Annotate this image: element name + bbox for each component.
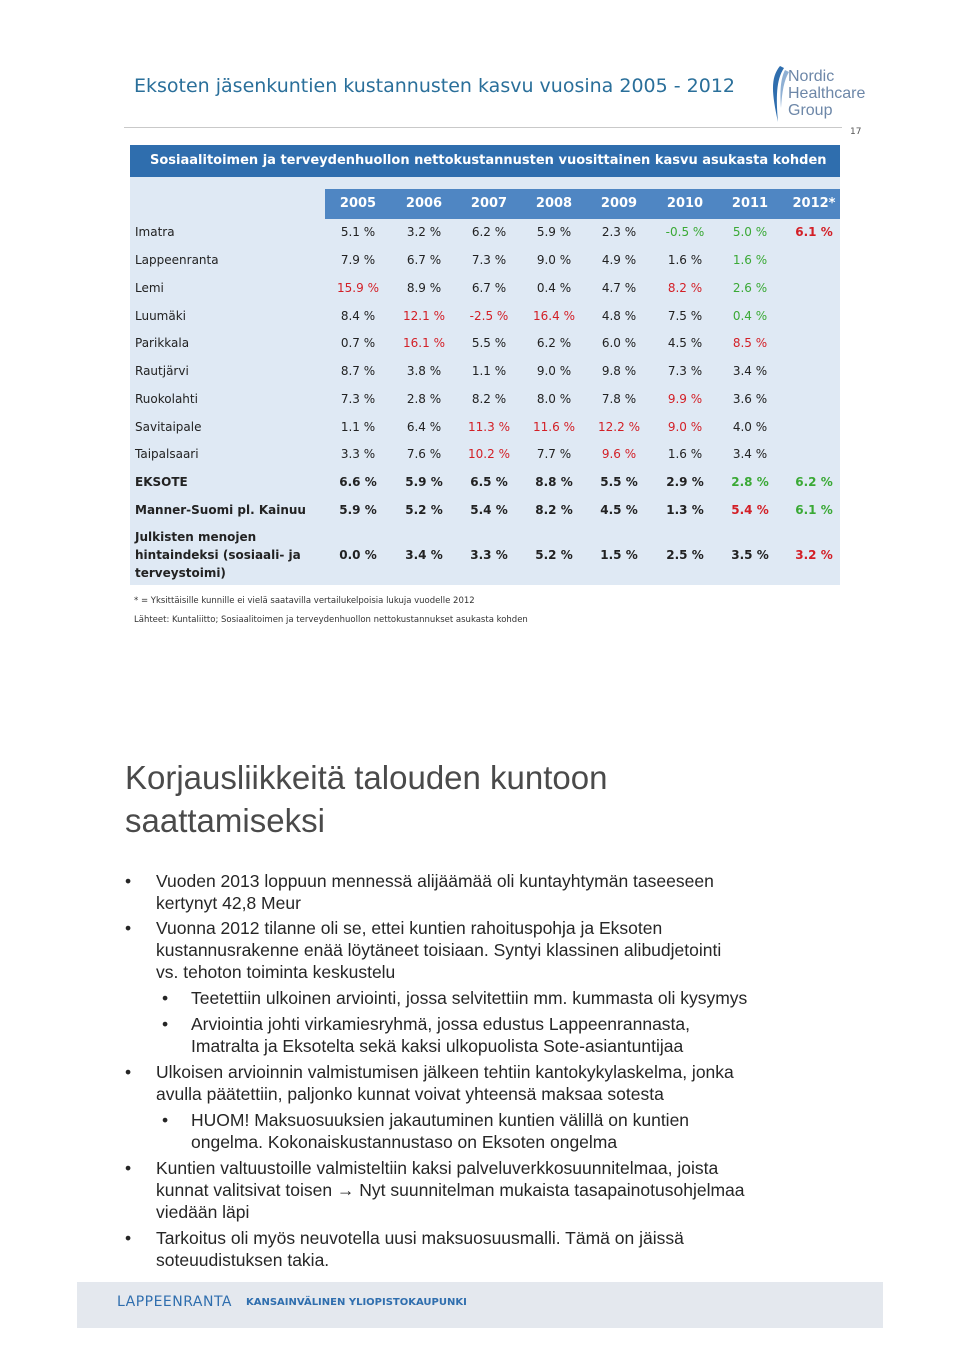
year-header: 2011 [731,196,769,211]
row-label: Parikkala [135,336,190,350]
table-cell: 5.2 % [405,503,443,517]
table-cell: 6.1 % [795,503,833,517]
year-header: 2007 [470,196,508,211]
sub-bullet-item [162,1109,690,1153]
row-label: Lappeenranta [135,253,219,267]
year-header: 2006 [405,196,443,211]
table-cell: 0.7 % [340,336,376,350]
table-cell: 3.4 % [405,548,443,562]
bullet-line: avulla päätettiin, paljonko kunnat voivat yhteensä maksaa sotesta [156,1084,664,1104]
table-cell: 4.7 % [601,281,637,295]
slide-title [125,756,607,842]
index-row-label: Julkisten menojen [135,530,257,544]
table-cell: 4.0 % [732,420,768,434]
table-cell: 3.4 % [732,364,768,378]
table-cell: 1.1 % [340,420,376,434]
index-row-label: terveystoimi) [135,566,226,580]
table-cell: 4.9 % [601,253,637,267]
year-header: 2010 [666,196,704,211]
table-cell: 6.1 % [795,225,833,239]
bullet-line: kunnat valitsivat toisen → Nyt suunnitelman mukaista tasapainotusohjelmaa [156,1180,745,1200]
table-cell: 5.0 % [732,225,768,239]
bullet-line: Vuonna 2012 tilanne oli se, ettei kuntien rahoituspohja ja Eksoten [156,918,663,938]
table-cell: 6.5 % [470,475,508,489]
year-header: 2008 [535,196,573,211]
table-cell: -0.5 % [665,225,705,239]
bullet-icon: • [125,918,132,938]
row-label: Taipalsaari [135,447,199,461]
table-cell: 9.8 % [601,364,637,378]
nordic-healthcare-group-logo [768,64,878,124]
table-cell: 3.3 % [470,548,508,562]
table-cell: 1.6 % [667,447,703,461]
footer-city: LAPPEENRANTA [117,1294,232,1310]
table-cell: 2.8 % [731,475,769,489]
bullet-line: Kuntien valtuustoille valmisteltiin kaksi palveluverkkosuunnitelmaa, joista [156,1158,719,1178]
bullet-line: Tarkoitus oli myös neuvotella uusi maksuosuusmalli. Tämä on jäissä [156,1228,684,1248]
table-cell: 7.9 % [340,253,376,267]
table-cell: 4.8 % [601,309,637,323]
year-header: 2009 [600,196,638,211]
bullet-icon: • [125,871,132,891]
table-cell: 5.5 % [471,336,507,350]
year-header: 2012* [792,196,836,211]
table-cell: 5.1 % [340,225,376,239]
table-cell: 8.0 % [536,392,572,406]
table-cell: 6.4 % [406,420,442,434]
table-cell: 6.2 % [795,475,833,489]
table-cell: 16.4 % [533,309,575,323]
table-cell: 7.8 % [601,392,637,406]
logo-text-group: Group [788,102,833,119]
bullet-icon: • [125,1228,132,1248]
table-cell: 5.5 % [600,475,638,489]
table-cell: 8.7 % [340,364,376,378]
table-cell: 10.2 % [468,447,510,461]
row-label: EKSOTE [135,475,188,489]
table-cell: 8.4 % [340,309,376,323]
year-header: 2005 [339,196,377,211]
row-label: Savitaipale [135,420,202,434]
table-cell: 6.7 % [471,281,507,295]
bullet-icon: • [162,1110,169,1130]
table-cell: 7.5 % [667,309,703,323]
table-cell: 9.6 % [601,447,637,461]
title-line: Korjausliikkeitä talouden kuntoon [125,759,608,796]
page-number: 17 [850,127,862,137]
table-cell: 3.8 % [406,364,442,378]
table-cell: 3.4 % [732,447,768,461]
bullet-item [125,1061,734,1105]
source-note: Lähteet: Kuntaliitto; Sosiaalitoimen ja terveydenhuollon nettokustannukset asukasta kohden [134,615,528,625]
table-cell: 1.3 % [666,503,704,517]
bullet-line: kertynyt 42,8 Meur [156,893,301,913]
row-label: Manner-Suomi pl. Kainuu [135,503,306,517]
bullet-item [125,1227,684,1271]
table-cell: 4.5 % [667,336,703,350]
table-cell: 8.8 % [535,475,573,489]
table-cell: 7.3 % [667,364,703,378]
table-cell: 6.6 % [339,475,377,489]
table-cell: 5.9 % [536,225,572,239]
footnote: * = Yksittäisille kunnille ei vielä saatavilla vertailukelpoisia lukuja vuodelle 2012 [134,596,475,606]
bullet-line: HUOM! Maksuosuuksien jakautuminen kuntien välillä on kuntien [191,1110,690,1130]
slide-cost-growth [0,0,960,680]
table-cell: 9.0 % [536,253,572,267]
table-cell: 5.4 % [731,503,769,517]
bullet-icon: • [125,1062,132,1082]
table-cell: 5.2 % [535,548,573,562]
row-label: Imatra [135,225,175,239]
table-cell: 2.3 % [601,225,637,239]
table-cell: 8.2 % [535,503,573,517]
bullet-line: Arviointia johti virkamiesryhmä, jossa edustus Lappeenrannasta, [191,1014,691,1034]
table-cell: 0.4 % [732,309,768,323]
table-cell: 6.0 % [601,336,637,350]
swoosh-icon [768,64,790,124]
sub-bullet-item [162,1013,691,1057]
table-heading-bar [130,145,840,177]
table-cell: 5.9 % [339,503,377,517]
table-cell: 8.9 % [406,281,442,295]
table-cell: 9.0 % [536,364,572,378]
table-cell: 5.4 % [470,503,508,517]
table-cell: 3.2 % [795,548,833,562]
table-cell: 12.2 % [598,420,640,434]
table-cell: 2.6 % [732,281,768,295]
title-divider [124,127,842,128]
slide-corrective-actions [77,686,883,1328]
bullet-line: Teetettiin ulkoinen arviointi, jossa selvitettiin mm. kummasta oli kysymys [191,988,748,1008]
table-cell: 8.2 % [471,392,507,406]
table-cell: 6.2 % [471,225,507,239]
bullet-line: Ulkoisen arvioinnin valmistumisen jälkeen tehtiin kantokykylaskelma, jonka [156,1062,734,1082]
table-cell: 0.0 % [339,548,377,562]
table-cell: 1.6 % [732,253,768,267]
table-cell: 7.3 % [340,392,376,406]
row-label: Ruokolahti [135,392,198,406]
table-cell: 7.7 % [536,447,572,461]
bullet-line: viedään läpi [156,1202,250,1222]
bullet-line: ongelma. Kokonaiskustannustaso on Eksoten ongelma [191,1132,618,1152]
bullet-item [125,870,714,914]
table-cell: 3.2 % [406,225,442,239]
sub-bullet-item [162,987,748,1009]
bullet-icon: • [125,1158,132,1178]
slide-title: Eksoten jäsenkuntien kustannusten kasvu vuosina 2005 - 2012 [134,75,735,97]
table-cell: 15.9 % [337,281,379,295]
table-cell: 2.9 % [666,475,704,489]
table-cell: 6.2 % [536,336,572,350]
table-cell: 0.4 % [536,281,572,295]
table-cell: 11.3 % [468,420,510,434]
table-cell: 7.3 % [471,253,507,267]
table-cell: 3.5 % [731,548,769,562]
row-label: Lemi [135,281,164,295]
index-row-label: hintaindeksi (sosiaali- ja [135,548,301,562]
logo-text-nordic: Nordic [788,68,835,85]
table-heading: Sosiaalitoimen ja terveydenhuollon nettokustannusten vuosittainen kasvu asukasta kohden [150,153,827,168]
table-cell: 1.1 % [471,364,507,378]
table-cell: 4.5 % [600,503,638,517]
table-cell: 3.6 % [732,392,768,406]
table-cell: 12.1 % [403,309,445,323]
footer-tagline: KANSAINVÄLINEN YLIOPISTOKAUPUNKI [246,1297,467,1308]
table-cell: 1.6 % [667,253,703,267]
table-cell: 16.1 % [403,336,445,350]
bullet-line: kustannusrakenne enää löytäneet toisiaan. Syntyi klassinen alibudjetointi [156,940,722,960]
bullet-item [125,917,722,983]
table-cell: 9.9 % [667,392,703,406]
footer-bar [77,1282,883,1328]
table-cell: 5.9 % [405,475,443,489]
table-cell: 1.5 % [600,548,638,562]
table-cell: 3.3 % [340,447,376,461]
bullet-icon: • [162,1014,169,1034]
table-cell: 7.6 % [406,447,442,461]
table-cell: 9.0 % [667,420,703,434]
bullet-line: Vuoden 2013 loppuun mennessä alijäämää oli kuntayhtymän taseeseen [156,871,714,891]
bullet-line: vs. tehoton toiminta keskustelu [156,962,396,982]
table-cell: -2.5 % [469,309,509,323]
table-cell: 2.5 % [666,548,704,562]
table-cell: 8.5 % [732,336,768,350]
bullet-line: soteuudistuksen takia. [156,1250,330,1270]
table-cell: 2.8 % [406,392,442,406]
table-cell: 11.6 % [533,420,575,434]
bullet-icon: • [162,988,169,1008]
title-line: saattamiseksi [125,802,325,839]
table-cell: 6.7 % [406,253,442,267]
logo-text-healthcare: Healthcare [788,85,866,102]
table-cell: 8.2 % [667,281,703,295]
bullet-line: Imatralta ja Eksotelta sekä kaksi ulkopuolista Sote-asiantuntijaa [191,1036,684,1056]
bullet-item [125,1157,745,1223]
row-label: Luumäki [135,309,187,323]
row-label: Rautjärvi [135,364,189,378]
